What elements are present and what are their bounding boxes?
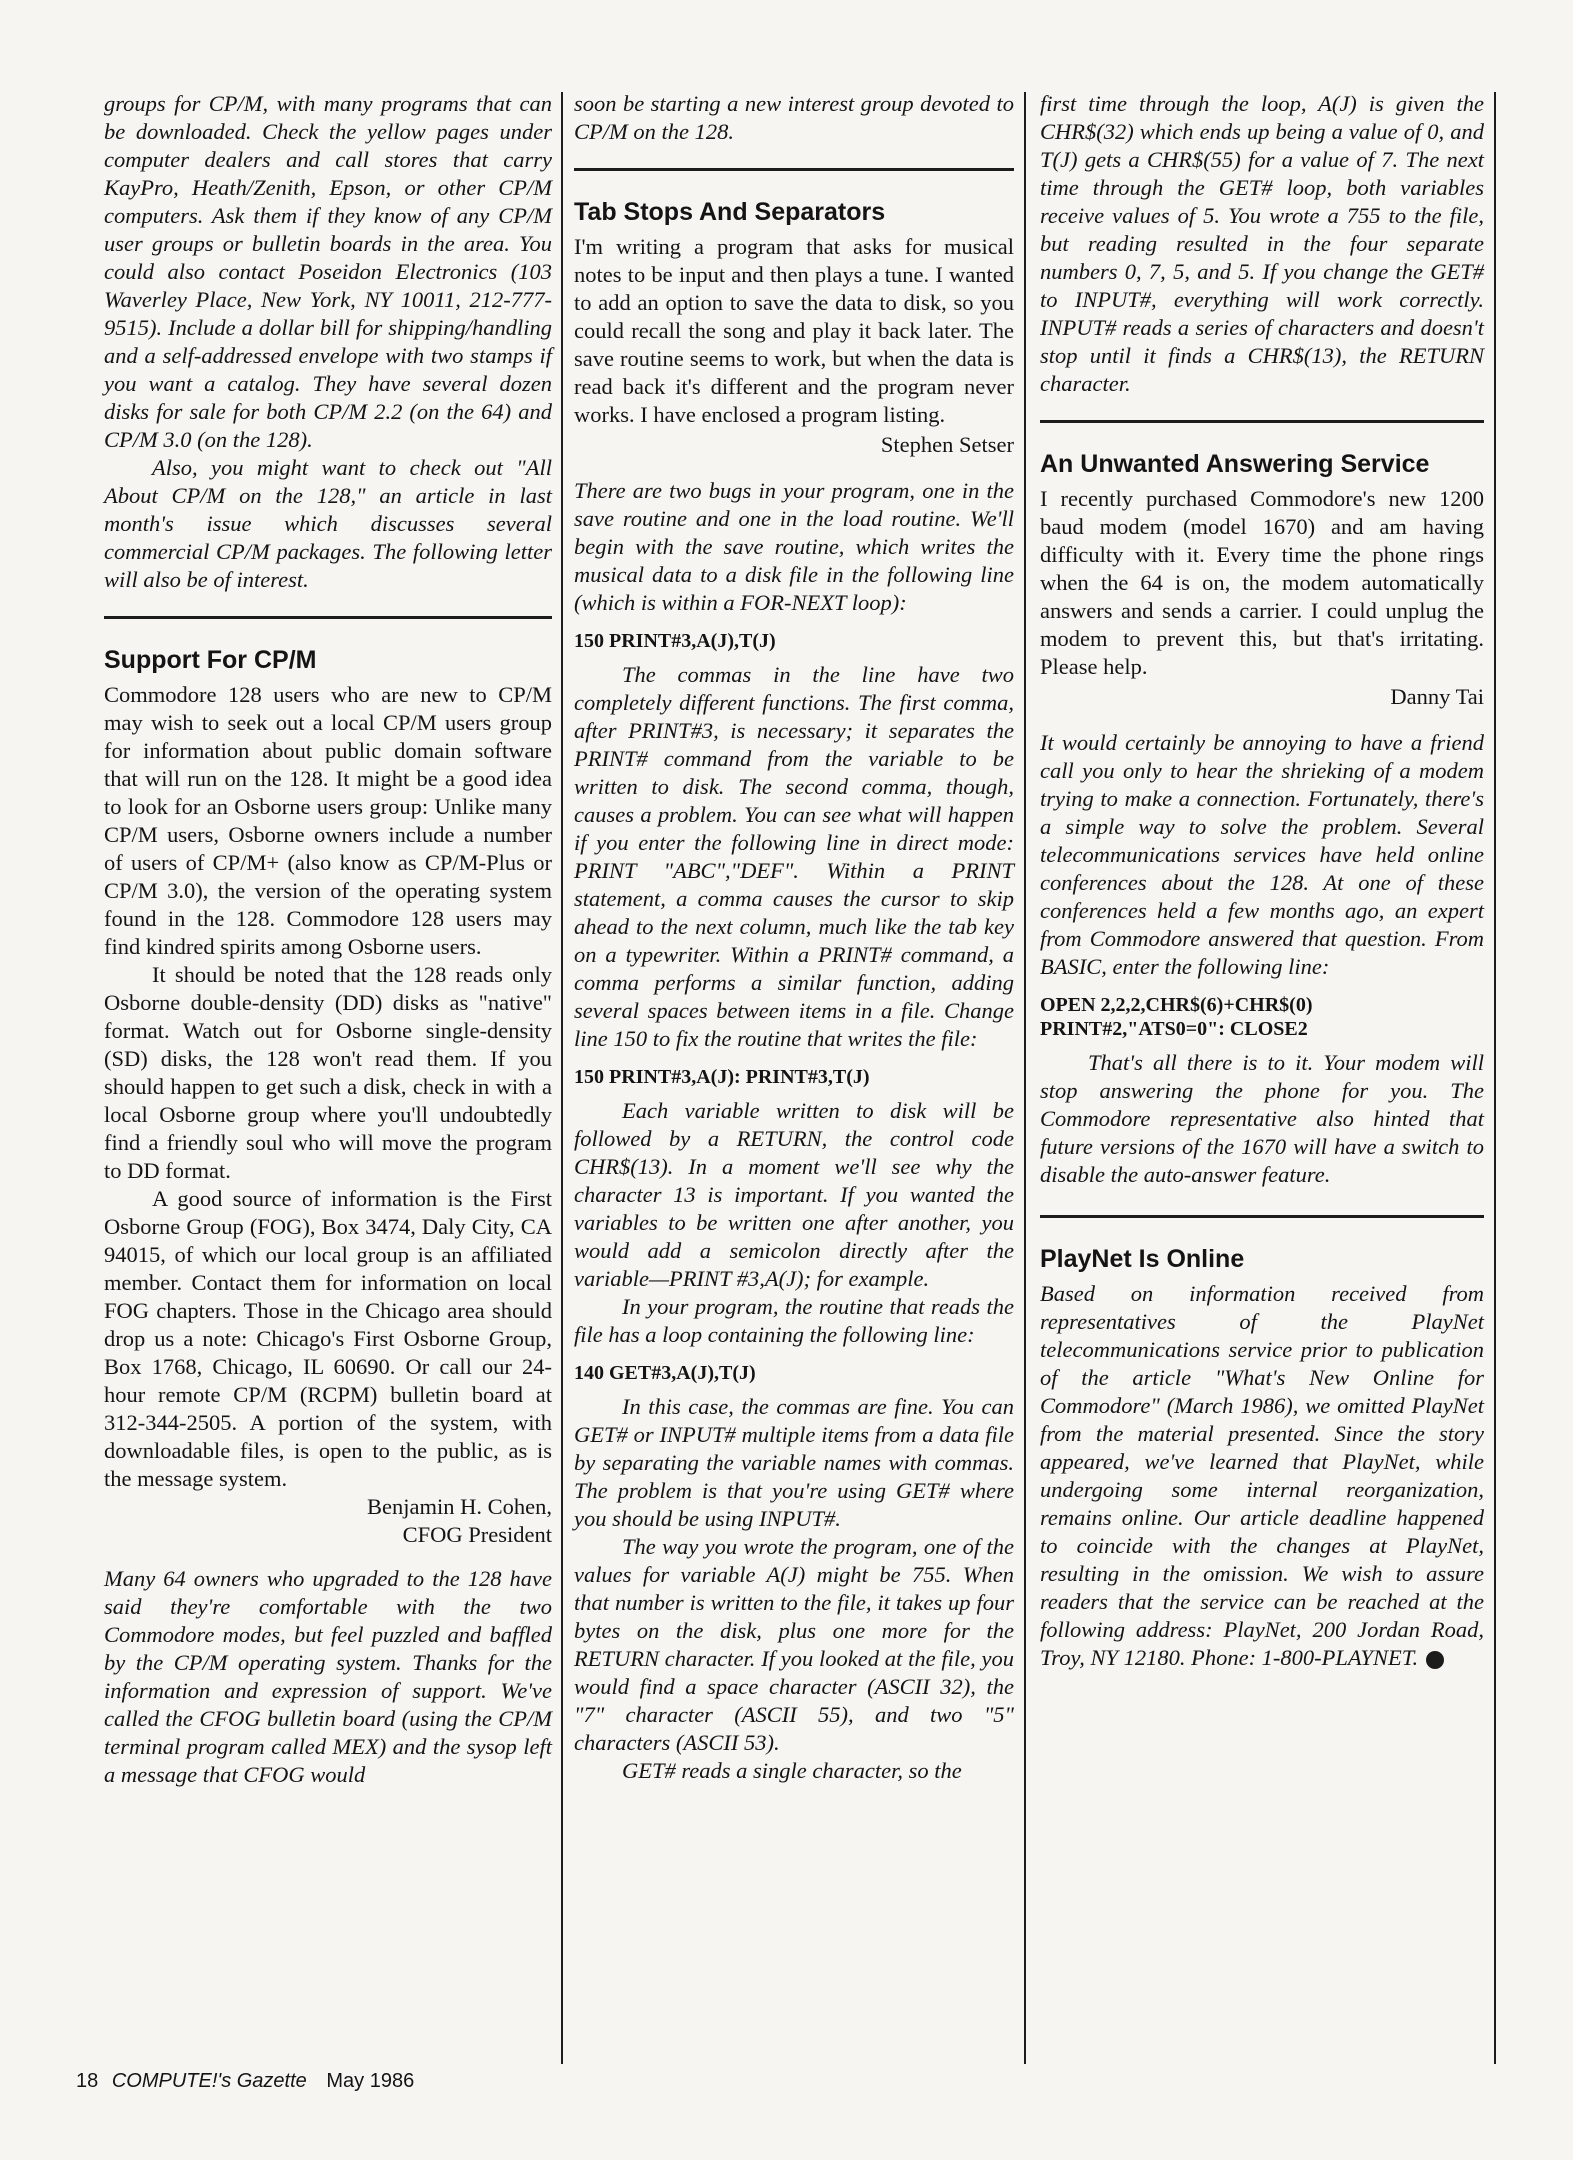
section-rule [574,168,1014,171]
paragraph: I'm writing a program that asks for musical notes to be input and then plays a tune. I wanted to add an option to save the data to disk, so you could recall the song and play it back later. The save routine seems to work, but when the data is read back it's different and the program never works. I have enclosed a program listing. [574,234,1014,427]
paragraph: GET# reads a single character, so the [622,1758,962,1783]
paragraph: The commas in the line have two completely different functions. The first comma, after PRINT#3, is necessary; it separates the PRINT# command from the variable to be written to disk. The second comma, though, causes a problem. You can see what will happen if you enter the following line in direct mode: PRINT "ABC","DEF". Within a PRINT statement, a comma causes the cursor to skip ahead to the next column, much like the tab key on a typewriter. Within a PRINT# command, a comma performs a similar function, adding several spaces between items in a file. Change line 150 to fix the routine that writes the file: [574,662,1014,1051]
paragraph: In your program, the routine that reads the file has a loop containing the following line: [574,1294,1014,1347]
column-divider-left [561,92,563,2064]
section-rule [104,616,552,619]
column-2 [574,90,1014,1785]
end-mark-icon [1426,1651,1444,1669]
paragraph: The way you wrote the program, one of the values for variable A(J) might be 755. When that number is written to the file, it takes up four bytes on the disk, plus one more for the RETURN character. If you looked at the file, you would find a space character (ASCII 32), the "7" character (ASCII 55), and two "5" characters (ASCII 53). [574,1534,1014,1755]
signature-name: Benjamin H. Cohen, [367,1494,552,1519]
code-line: 140 GET#3,A(J),T(J) [574,1362,756,1384]
signature: Danny Tai [1390,684,1484,709]
issue-date: May 1986 [326,2070,415,2092]
heading-playnet: PlayNet Is Online [1040,1245,1245,1273]
paragraph: There are two bugs in your program, one in the save routine and one in the load routine. We'll begin with the save routine, which writes the musical data to a disk file in the following line (which is within a FOR-NEXT loop): [574,478,1014,615]
paragraph: In this case, the commas are fine. You can GET# or INPUT# multiple items from a data file by separating the variable names with commas. The problem is that you're using GET# where you should be using INPUT#. [574,1394,1014,1531]
paragraph: Also, you might want to check out "All About CP/M on the 128," an article in last month's issue which discusses several commercial CP/M packages. The following letter will also be of interest. [104,455,552,592]
section-rule [1040,420,1484,423]
paragraph: Many 64 owners who upgraded to the 128 have said they're comfortable with the two Commodore modes, but feel puzzled and baffled by the CP/M operating system. Thanks for the information and expression of support. We've called the CFOG bulletin board (using the CP/M terminal program called MEX) and the sysop left a message that CFOG would [104,1566,552,1787]
heading-unwanted-answering: An Unwanted Answering Service [1040,450,1430,478]
signature-title: CFOG President [402,1522,552,1547]
signature: Stephen Setser [880,432,1014,457]
heading-tab-stops: Tab Stops And Separators [574,198,886,226]
column-divider-right [1494,92,1496,2064]
code-line: 150 PRINT#3,A(J),T(J) [574,630,776,652]
paragraph: I recently purchased Commodore's new 1200 baud modem (model 1670) and am having difficulty with it. Every time the phone rings when the 64 is on, the modem automatically answers and sends a carrier. I could unplug the modem to prevent this, but that's irritating. Please help. [1040,486,1484,679]
heading-support-for-cpm: Support For CP/M [104,646,317,674]
publication-name: COMPUTE!'s Gazette [111,2070,307,2092]
paragraph: Each variable written to disk will be followed by a RETURN, the control code CHR$(13). In a moment we'll see why the character 13 is important. If you wanted the variables to be written one after another, you would add a semicolon directly after the variable—PRINT #3,A(J); for example. [574,1098,1014,1291]
code-line: OPEN 2,2,2,CHR$(6)+CHR$(0) [1040,994,1313,1016]
code-line: PRINT#2,"ATS0=0": CLOSE2 [1040,1018,1308,1040]
paragraph: first time through the loop, A(J) is given the CHR$(32) which ends up being a value of 0, and T(J) gets a CHR$(55) for a value of 7. The next time through the GET# loop, both variables receive values of 5. You wrote a 755 to the file, but reading resulted in the four separate numbers 0, 7, 5, and 5. If you change the GET# to INPUT#, everything will work correctly. INPUT# reads a series of characters and doesn't stop until it finds a CHR$(13), the RETURN character. [1040,91,1484,396]
paragraph: groups for CP/M, with many programs that can be downloaded. Check the yellow pages under computer dealers and call stores that carry KayPro, Heath/Zenith, Epson, or other CP/M computers. Ask them if they know of any CP/M user groups or bulletin boards in the area. You could also contact Poseidon Electronics (103 Waverley Place, New York, NY 10011, 212-777-9515). Include a dollar bill for shipping/handling and a self-addressed envelope with two stamps if you want a catalog. They have several dozen disks for sale for both CP/M 2.2 (on the 64) and CP/M 3.0 (on the 128). [104,91,552,452]
column-divider-mid [1024,92,1026,2064]
paragraph: It should be noted that the 128 reads only Osborne double-density (DD) disks as "native" format. Watch out for Osborne single-density (SD) disks, the 128 won't read them. If you should happen to get such a disk, check in with a local Osborne group where you'll undoubtedly find a friendly soul who will move the program to DD format. [104,962,552,1183]
page-number: 18 [76,2070,99,2092]
paragraph [1040,1280,1484,1672]
paragraph: A good source of information is the First Osborne Group (FOG), Box 3474, Daly City, CA 94015, of which our local group is an affiliated member. Contact them for information on local FOG chapters. Those in the Chicago area should drop us a note: Chicago's First Osborne Group, Box 1768, Chicago, IL 60690. Or call our 24-hour remote CP/M (RCPM) bulletin board at 312-344-2505. A portion of the system, with downloadable files, is open to the public, as is the message system. [104,1186,552,1491]
paragraph: soon be starting a new interest group devoted to CP/M on the 128. [574,91,1014,144]
paragraph: Commodore 128 users who are new to CP/M may wish to seek out a local CP/M users group for information about public domain software that will run on the 128. It might be a good idea to look for an Osborne users group: Unlike many CP/M users, Osborne owners include a number of users of CP/M+ (also know as CP/M-Plus or CP/M 3.0), the version of the operating system found in the 128. Commodore 128 users may find kindred spirits among Osborne users. [104,682,552,959]
section-rule [1040,1215,1484,1218]
page-footer [76,2070,414,2093]
paragraph: That's all there is to it. Your modem will stop answering the phone for you. The Commodore representative also hinted that future versions of the 1670 will have a switch to disable the auto-answer feature. [1040,1050,1484,1187]
code-line: 150 PRINT#3,A(J): PRINT#3,T(J) [574,1066,870,1088]
playnet-text: Based on information received from representatives of the PlayNet telecommunications service prior to publication of the article "What's New Online for Commodore" (March 1986), we omitted PlayNet from the material presented. Since the story appeared, we've learned that PlayNet, while undergoing some internal reorganization, remains online. Our article deadline happened to coincide with the changes at PlayNet, resulting in the omission. We wish to assure readers that the service can be reached at the following address: PlayNet, 200 Jordan Road, Troy, NY 12180. Phone: 1-800-PLAYNET. [1040,1281,1484,1670]
column-1 [104,90,552,1789]
column-3 [1040,90,1484,1672]
paragraph: It would certainly be annoying to have a friend call you only to hear the shrieking of a modem trying to make a connection. Fortunately, there's a simple way to solve the problem. Several telecommunications services have held online conferences about the 128. At one of these conferences held a few months ago, an expert from Commodore answered that question. From BASIC, enter the following line: [1040,730,1484,979]
